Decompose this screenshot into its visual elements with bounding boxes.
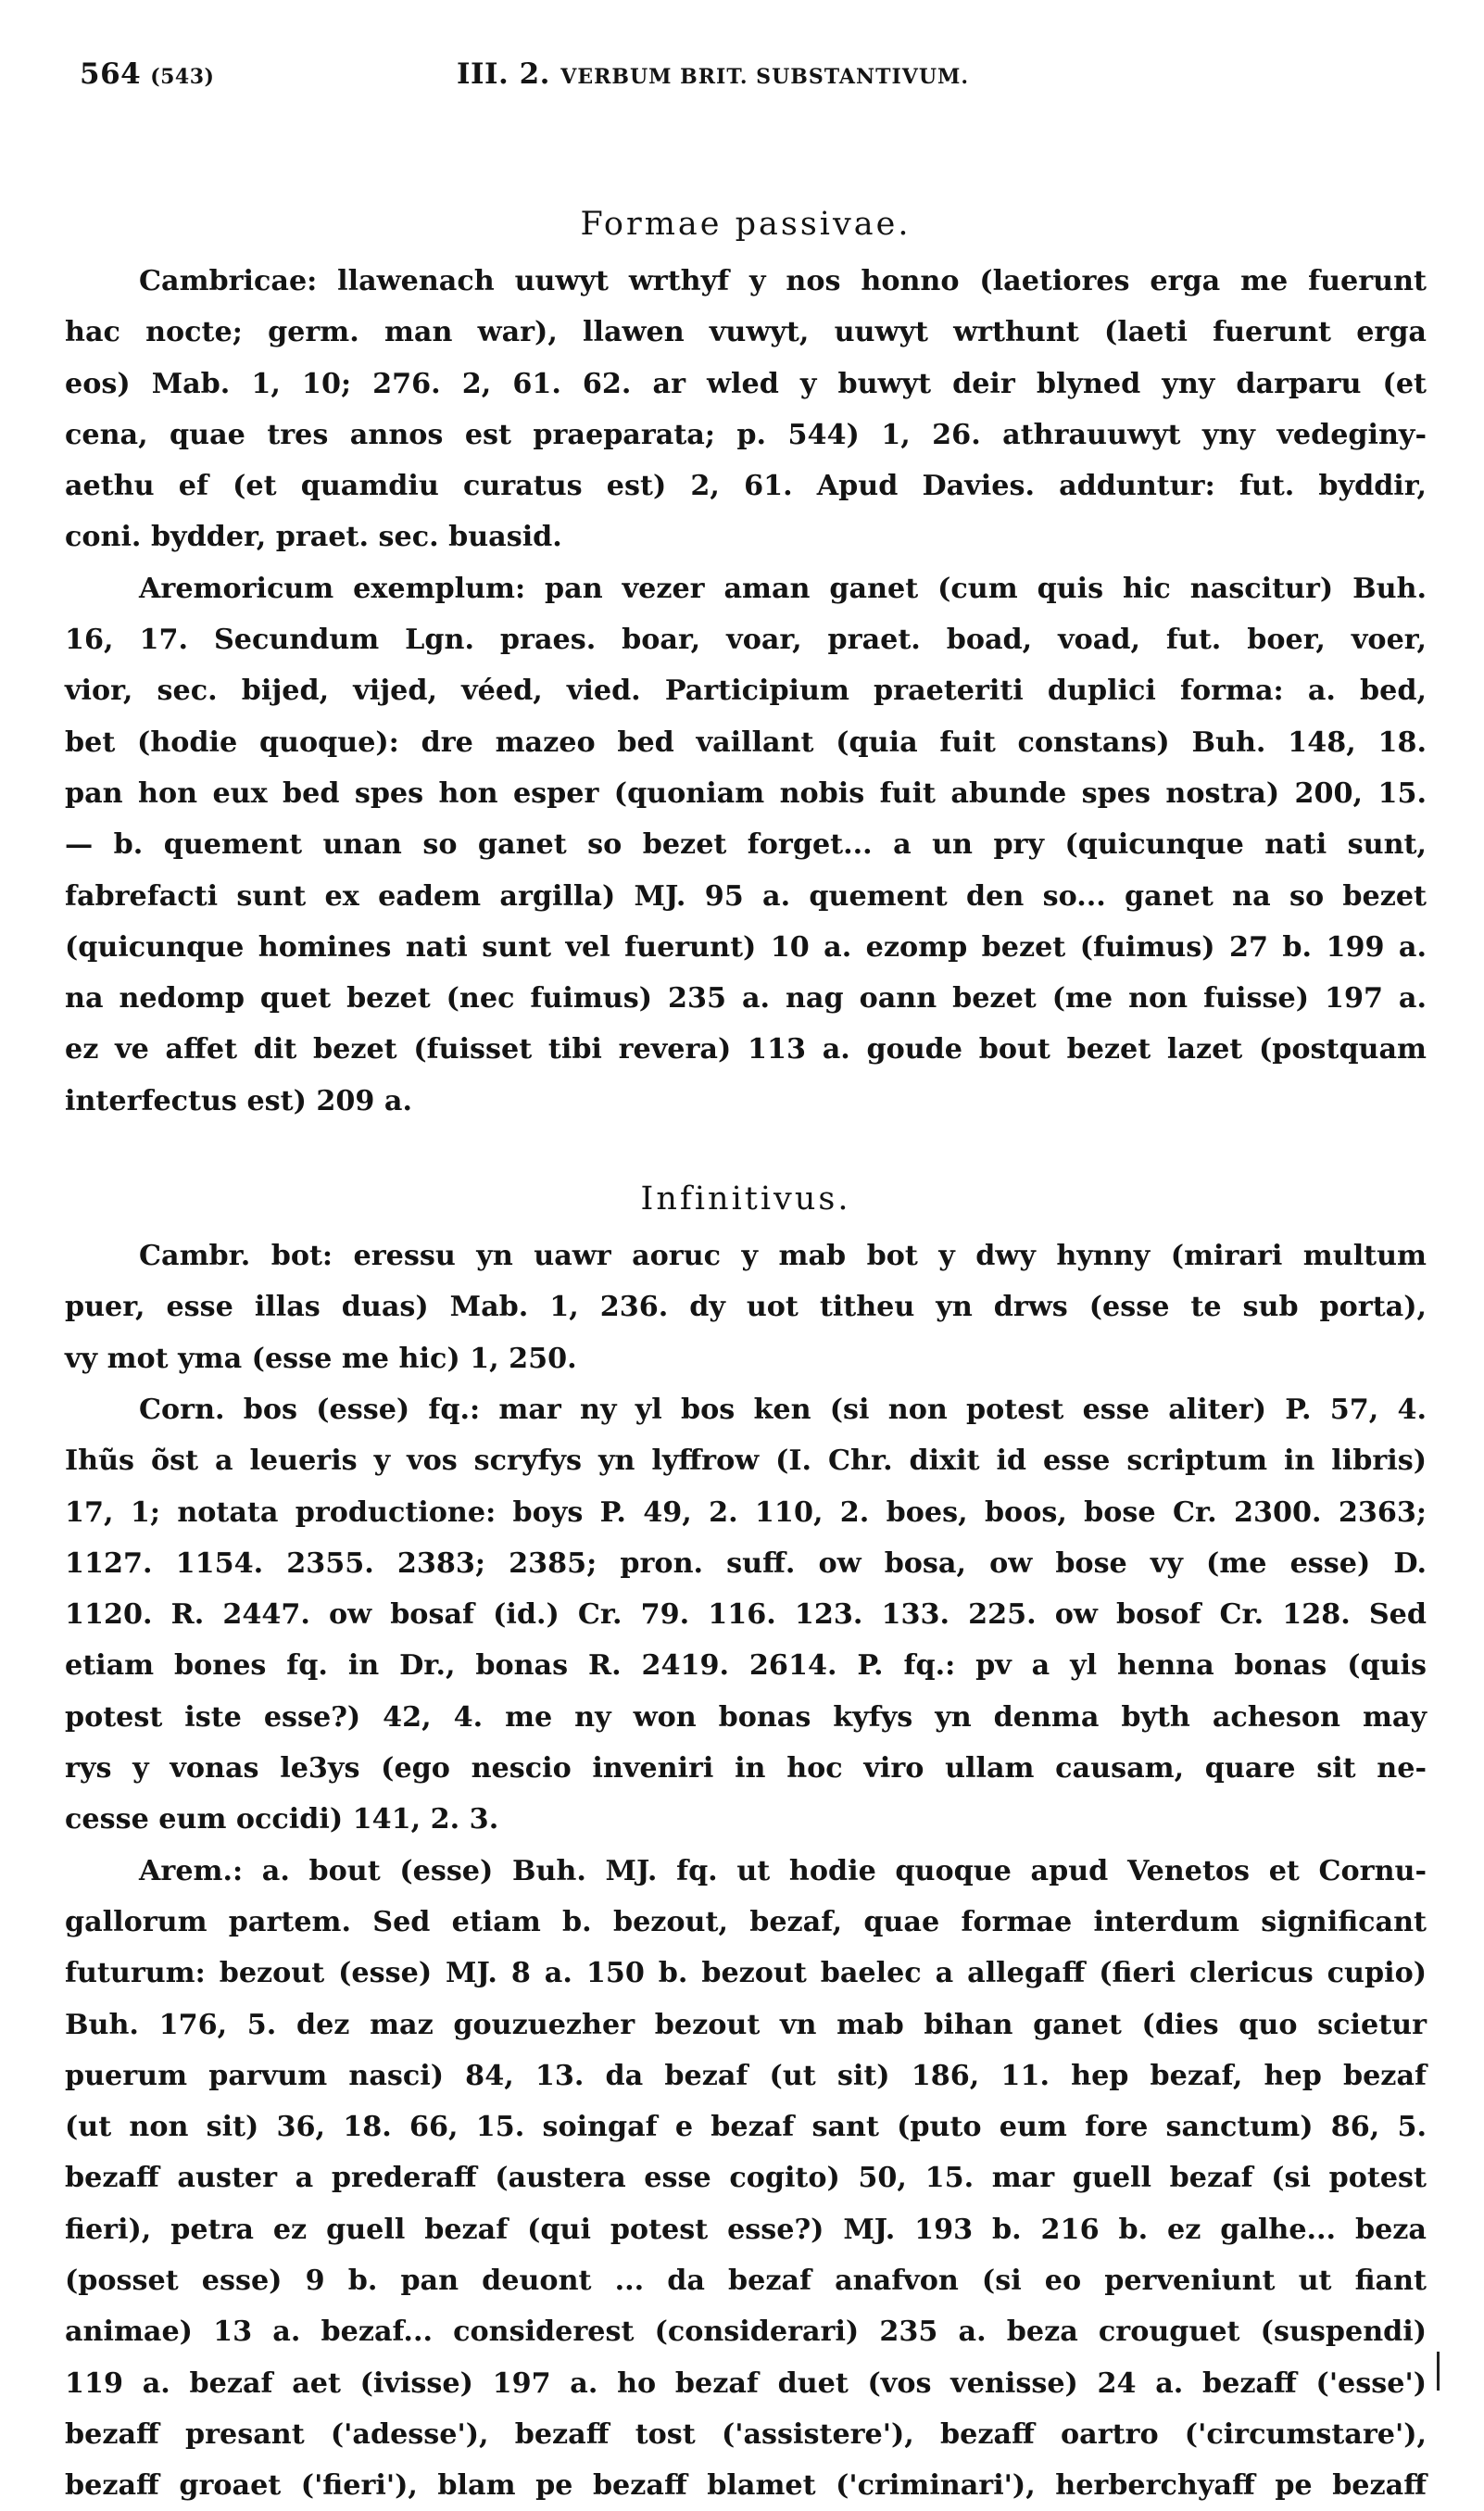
text-line: cesse eum occidi) 141, 2. 3. <box>65 1803 499 1836</box>
text-line: Corn. bos (esse) fq.: mar ny yl bos ken (si non potest esse aliter) P. 57, 4. <box>139 1393 1427 1426</box>
section-title-passive: Formae passivae. <box>580 206 912 243</box>
text-line: Aremoricum exemplum: pan vezer aman ganet (cum quis hic nascitur) Buh. <box>139 572 1427 605</box>
text-line: Buh. 176, 5. dez maz gouzuezher bezout vn mab bihan ganet (dies quo scietur <box>65 2008 1427 2041</box>
text-line: 119 a. bezaf aet (ivisse) 197 a. ho bezaf duet (vos venisse) 24 a. bezaff ('esse') <box>65 2366 1427 2400</box>
text-line: Cambricae: llawenach uuwyt wrthyf y nos honno (laetiores erga me fuerunt <box>139 265 1427 297</box>
text-line: cena, quae tres annos est praeparata; p. 544) 1, 26. athrauuwyt yny vedeginy- <box>65 418 1427 451</box>
text-line: bezaff auster a prederaff (austera esse cogito) 50, 15. mar guell bezaf (si potest <box>65 2162 1427 2195</box>
running-title-small: VERBUM BRIT. SUBSTANTIVUM. <box>560 65 970 89</box>
text-line: (quicunque homines nati sunt vel fuerunt) 10 a. ezomp bezet (fuimus) 27 b. 199 a. <box>65 930 1427 964</box>
section-title-infinitive: Infinitivus. <box>640 1180 851 1218</box>
text-line: — b. quement unan so ganet so bezet forget... a un pry (quicunque nati sunt, <box>65 828 1427 862</box>
text-line: interfectus est) 209 a. <box>65 1084 412 1117</box>
text-line: 17, 1; notata productione: boys P. 49, 2. 110, 2. boes, boos, bose Cr. 2300. 2363; <box>65 1495 1427 1529</box>
text-line: etiam bones fq. in Dr., bonas R. 2419. 2614. P. fq.: pv a yl henna bonas (quis <box>65 1649 1427 1683</box>
text-line: bezaff presant ('adesse'), bezaff tost ('assistere'), bezaff oartro ('circumstare'), <box>65 2417 1427 2451</box>
text-line: eos) Mab. 1, 10; 276. 2, 61. 62. ar wled y buwyt deir blyned yny darparu (et <box>65 367 1427 400</box>
text-line: (posset esse) 9 b. pan deuont ... da bezaf anafvon (si eo perveniunt ut fiant <box>65 2264 1427 2297</box>
infinitive-text <box>65 1230 1427 2511</box>
text-line: animae) 13 a. bezaf... considerest (considerari) 235 a. beza crouguet (suspendi) <box>65 2315 1427 2349</box>
passive-text <box>65 256 1427 1127</box>
text-line: coni. bydder, praet. sec. buasid. <box>65 521 562 554</box>
text-line: Cambr. bot: eressu yn uawr aoruc y mab bot y dwy hynny (mirari multum <box>139 1240 1427 1273</box>
text-line: fabrefacti sunt ex eadem argilla) MJ. 95 a. quement den so... ganet na so bezet <box>65 879 1427 913</box>
text-line: gallorum partem. Sed etiam b. bezout, bezaf, quae formae interdum significant <box>65 1905 1427 1938</box>
text-line: 16, 17. Secundum Lgn. praes. boar, voar, praet. boad, voad, fut. boer, voer, <box>65 624 1427 657</box>
text-line: Ihũs õst a leueris y vos scryfys yn lyffrow (I. Chr. dixit id esse scriptum in libris) <box>65 1445 1427 1478</box>
text-line: Arem.: a. bout (esse) Buh. MJ. fq. ut hodie quoque apud Venetos et Cornu- <box>139 1854 1427 1887</box>
text-line: bezaff groaet ('fieri'), blam pe bezaff blamet ('criminari'), herberchyaff pe bezaff <box>65 2469 1427 2503</box>
text-line: 1127. 1154. 2355. 2383; 2385; pron. suff. ow bosa, ow bose vy (me esse) D. <box>65 1546 1427 1580</box>
text-line: vior, sec. bijed, vijed, véed, vied. Participium praeteriti duplici forma: a. bed, <box>65 675 1427 708</box>
text-line: fieri), petra ez guell bezaf (qui potest esse?) MJ. 193 b. 216 b. ez galhe... beza <box>65 2213 1427 2246</box>
page-number: 564 (543) <box>80 57 215 91</box>
text-line: 1120. R. 2447. ow bosaf (id.) Cr. 79. 116. 123. 133. 225. ow bosof Cr. 128. Sed <box>65 1598 1427 1632</box>
text-line: vy mot yma (esse me hic) 1, 250. <box>65 1342 577 1375</box>
margin-rule <box>1437 2352 1440 2391</box>
text-line: puerum parvum nasci) 84, 13. da bezaf (ut sit) 186, 11. hep bezaf, hep bezaf <box>65 2059 1427 2092</box>
text-line: (ut non sit) 36, 18. 66, 15. soingaf e bezaf sant (puto eum fore sanctum) 86, 5. <box>65 2111 1427 2144</box>
text-line: rys y vonas le3ys (ego nescio inveniri in hoc viro ullam causam, quare sit ne- <box>65 1752 1427 1785</box>
text-line: puer, esse illas duas) Mab. 1, 236. dy uot titheu yn drws (esse te sub porta), <box>65 1291 1427 1324</box>
text-line: bet (hodie quoque): dre mazeo bed vaillant (quia fuit constans) Buh. 148, 18. <box>65 726 1427 759</box>
running-title: III. 2. VERBUM BRIT. SUBSTANTIVUM. <box>457 57 970 91</box>
running-head <box>65 46 1427 102</box>
text-line: potest iste esse?) 42, 4. me ny won bonas kyfys yn denma byth acheson may <box>65 1700 1427 1734</box>
text-line: futurum: bezout (esse) MJ. 8 a. 150 b. bezout baelec a allegaff (fieri clericus cupio) <box>65 1957 1427 1990</box>
text-line: hac nocte; germ. man war), llawen vuwyt, uuwyt wrthunt (laeti fuerunt erga <box>65 316 1427 349</box>
text-line: aethu ef (et quamdiu curatus est) 2, 61. Apud Davies. adduntur: fut. byddir, <box>65 470 1427 503</box>
text-line: na nedomp quet bezet (nec fuimus) 235 a. nag oann bezet (me non fuisse) 197 a. <box>65 982 1427 1016</box>
page-number-alt: (543) <box>150 65 215 89</box>
text-line: ez ve affet dit bezet (fuisset tibi revera) 113 a. goude bout bezet lazet (postquam <box>65 1033 1427 1066</box>
page <box>65 46 1427 2503</box>
text-line: pan hon eux bed spes hon esper (quoniam nobis fuit abunde spes nostra) 200, 15. <box>65 776 1427 810</box>
